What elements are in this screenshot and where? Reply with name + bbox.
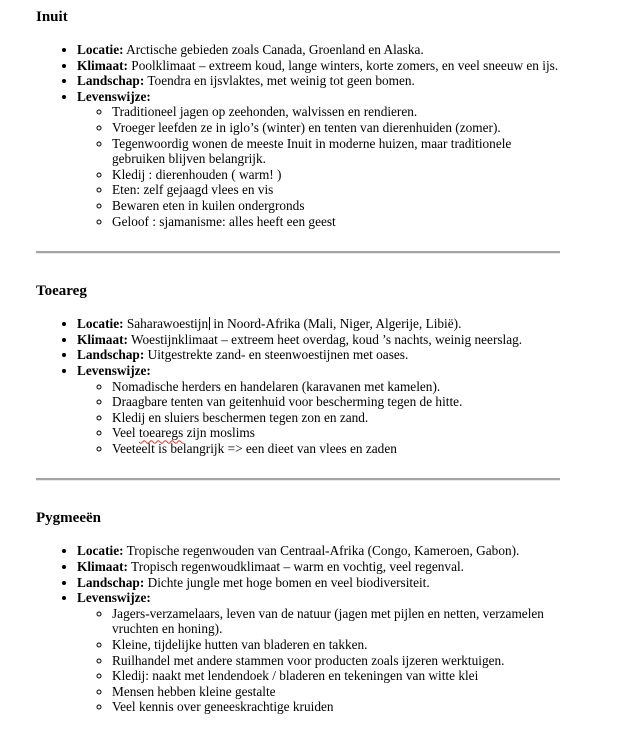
bullet-text: Woestijnklimaat – extreem heet overdag, koud ’s nachts, weinig neerslag. <box>127 331 523 347</box>
bullet-item <box>77 332 560 348</box>
sub-bullet-item: ◦ Traditioneel jagen op zeehonden, walvissen en rendieren. <box>112 104 560 120</box>
bullet-item <box>77 363 560 457</box>
section-heading: Toeareg <box>36 283 87 300</box>
bullet-label: Landschap: <box>77 73 145 89</box>
bullet-item <box>77 559 560 575</box>
sub-bullet-item: ◦ Kleine, tijdelijke hutten van bladeren en takken. <box>112 637 560 653</box>
sub-bullet-list <box>77 379 560 457</box>
bullet-text: Tropisch regenwoudklimaat – warm en vochtig, veel regenval. <box>127 559 465 575</box>
bullet-item <box>77 73 560 89</box>
section-toeareg <box>36 282 560 456</box>
misspelled-word: toearegs <box>138 425 184 441</box>
sub-bullet-text: Veel <box>112 425 139 441</box>
section-divider <box>36 478 560 481</box>
bullet-text: Uitgestrekte zand- en steenwoestijnen met oases. <box>144 347 409 363</box>
bullet-text: in Noord-Afrika (Mali, Niger, Algerije, Libië). <box>210 316 462 332</box>
sub-bullet-item: ◦ Bewaren eten in kuilen ondergronds <box>112 198 560 214</box>
section-heading: Inuit <box>36 9 68 25</box>
sub-bullet-item: ◦ Veeteelt is belangrijk => een dieet van vlees en zaden <box>112 441 560 457</box>
sub-bullet-list <box>77 104 560 229</box>
sub-bullet-item: ◦ Jagers-verzamelaars, leven van de natuur (jagen met pijlen en netten, verzamelen vruchten en honing). <box>112 606 560 637</box>
bullet-item <box>77 42 560 58</box>
bullet-label: Landschap: <box>77 347 145 363</box>
sub-bullet-item: ◦ Draagbare tenten van geitenhuid voor bescherming tegen de hitte. <box>112 394 560 410</box>
sub-bullet-item: ◦ Eten: zelf gejaagd vlees en vis <box>112 182 560 198</box>
sub-bullet-item: ◦ Veel kennis over geneeskrachtige kruiden <box>112 699 560 715</box>
bullet-text: Poolklimaat – extreem koud, lange winters, korte zomers, en veel sneeuw en ijs. <box>127 57 559 73</box>
bullet-item <box>77 58 560 74</box>
sub-bullet-item <box>112 425 560 441</box>
section-pygmeeen <box>36 509 560 715</box>
sub-bullet-item: ◦ Ruilhandel met andere stammen voor producten zoals ijzeren werktuigen. <box>112 653 560 669</box>
bullet-label: Levenswijze: <box>77 88 151 104</box>
bullet-item <box>77 575 560 591</box>
sub-bullet-list <box>77 606 560 715</box>
sub-bullet-item: ◦ Tegenwoordig wonen de meeste Inuit in moderne huizen, maar traditionele gebruiken blijven belangrijk. <box>112 136 560 167</box>
bullet-label: Locatie: <box>77 543 124 559</box>
bullet-text: Toendra en ijsvlaktes, met weinig tot geen bomen. <box>144 73 415 89</box>
bullet-item <box>77 347 560 363</box>
sub-bullet-item: ◦ Vroeger leefden ze in iglo’s (winter) en tenten van dierenhuiden (zomer). <box>112 120 560 136</box>
bullet-list <box>36 543 560 715</box>
sub-bullet-item: ◦ Mensen hebben kleine gestalte <box>112 684 560 700</box>
bullet-label: Locatie: <box>77 42 124 57</box>
bullet-item <box>77 89 560 229</box>
sub-bullet-item: ◦ Kledij en sluiers beschermen tegen zon en zand. <box>112 410 560 426</box>
bullet-item <box>77 590 560 715</box>
bullet-text: Arctische gebieden zoals Canada, Groenland en Alaska. <box>123 42 424 57</box>
bullet-label: Klimaat: <box>77 559 128 575</box>
bullet-label: Klimaat: <box>77 57 128 73</box>
bullet-text: Dichte jungle met hoge bomen en veel biodiversiteit. <box>144 574 430 590</box>
section-inuit <box>36 8 560 229</box>
sub-bullet-item: ◦ Kledij : dierenhouden ( warm! ) <box>112 167 560 183</box>
sub-bullet-item: ◦ Nomadische herders en handelaren (karavanen met kamelen). <box>112 379 560 395</box>
bullet-list <box>36 42 560 229</box>
bullet-label: Locatie: <box>77 316 124 332</box>
section-heading: Pygmeeën <box>36 510 101 527</box>
bullet-label: Levenswijze: <box>77 362 151 378</box>
bullet-text: Tropische regenwouden van Centraal-Afrika (Congo, Kameroen, Gabon). <box>123 543 520 559</box>
bullet-label: Levenswijze: <box>77 590 151 606</box>
sub-bullet-item: ◦ Kledij: naakt met lendendoek / bladeren en tekeningen van witte klei <box>112 668 560 684</box>
sub-bullet-text: zijn moslims <box>183 425 255 441</box>
bullet-label: Klimaat: <box>77 331 128 347</box>
bullet-text: Saharawoestijn <box>123 316 209 332</box>
bullet-item <box>77 316 560 332</box>
bullet-label: Landschap: <box>77 574 145 590</box>
bullet-list <box>36 316 560 456</box>
bullet-item <box>77 543 560 559</box>
section-divider <box>36 251 560 254</box>
sub-bullet-item: ◦ Geloof : sjamanisme: alles heeft een geest <box>112 214 560 230</box>
